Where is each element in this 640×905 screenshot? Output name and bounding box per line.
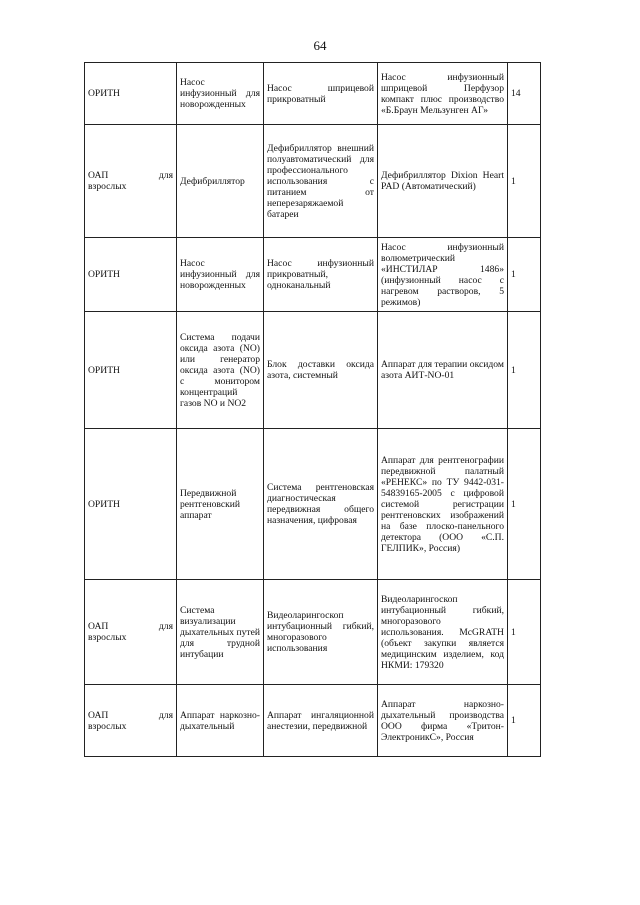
quantity-cell: 14 [508, 63, 541, 125]
table-row [85, 685, 541, 757]
page-number: 64 [313, 38, 327, 53]
dept-cell [85, 580, 177, 685]
dept-word: взрослых [88, 181, 127, 192]
table-row [85, 125, 541, 238]
dept-cell [85, 685, 177, 757]
dept-cell: ОРИТН [85, 429, 177, 580]
equipment-type-cell: Система подачи оксида азота (NO) или генератор оксида азота (NO) с монитором концентраций газов NO и NO2 [177, 312, 264, 429]
table-row [85, 238, 541, 312]
equipment-type-cell: Дефибриллятор [177, 125, 264, 238]
table-row [85, 580, 541, 685]
dept-word: взрослых [88, 720, 127, 732]
dept-word: взрослых [88, 632, 127, 643]
equipment-type-cell: Насос инфузионный для новорожденных [177, 63, 264, 125]
model-cell: Аппарат наркозно-дыхательный производства ООО фирма «Тритон-ЭлектроникС», Россия [378, 685, 508, 757]
quantity-cell: 1 [508, 429, 541, 580]
dept-word: ОАП [88, 621, 109, 632]
equipment-table [84, 62, 541, 757]
equipment-type-cell: Передвижной рентгеновский аппарат [177, 429, 264, 580]
dept-word: для [158, 621, 173, 632]
equipment-subtype-cell: Видеоларингоскоп интубационный гибкий, многоразового использования [264, 580, 378, 685]
table-row [85, 63, 541, 125]
model-cell: Видеоларингоскоп интубационный гибкий, многоразового использования. McGRATH (объект закупки является медицинским изделием, код НКМИ: 179320 [378, 580, 508, 685]
quantity-cell: 1 [508, 580, 541, 685]
model-cell: Аппарат для рентгенографии передвижной палатный «РЕНЕКС» по ТУ 9442-031-54839165-2005 с цифровой системой регистрации рентгеновских изображений на базе плоско-панельного детектора (ООО «С.П. ГЕЛПИК», Россия) [378, 429, 508, 580]
table-row [85, 312, 541, 429]
equipment-subtype-cell: Аппарат ингаляционной анестезии, передвижной [264, 685, 378, 757]
dept-word: для [158, 170, 173, 181]
equipment-subtype-cell: Дефибриллятор внешний полуавтоматический для профессионального использования с питанием от неперезаряжаемой батареи [264, 125, 378, 238]
equipment-type-cell: Система визуализации дыхательных путей для трудной интубации [177, 580, 264, 685]
dept-cell: ОРИТН [85, 238, 177, 312]
dept-cell: ОРИТН [85, 312, 177, 429]
equipment-subtype-cell: Блок доставки оксида азота, системный [264, 312, 378, 429]
equipment-type-cell: Аппарат наркозно-дыхательный [177, 685, 264, 757]
quantity-cell: 1 [508, 685, 541, 757]
dept-cell [85, 125, 177, 238]
equipment-subtype-cell: Система рентгеновская диагностическая передвижная общего назначения, цифровая [264, 429, 378, 580]
model-cell: Аппарат для терапии оксидом азота АИТ-NO-01 [378, 312, 508, 429]
table-row [85, 429, 541, 580]
dept-word: для [158, 709, 173, 721]
model-cell: Насос инфузионный волюметрический «ИНСТИЛАР 1486» (инфузионный насос с нагревом растворов, 5 режимов) [378, 238, 508, 312]
equipment-subtype-cell: Насос шприцевой прикроватный [264, 63, 378, 125]
dept-word: ОАП [88, 170, 109, 181]
equipment-subtype-cell: Насос инфузионный прикроватный, одноканальный [264, 238, 378, 312]
dept-cell: ОРИТН [85, 63, 177, 125]
quantity-cell: 1 [508, 312, 541, 429]
dept-word: ОАП [88, 709, 109, 721]
quantity-cell: 1 [508, 238, 541, 312]
quantity-cell: 1 [508, 125, 541, 238]
model-cell: Насос инфузионный шприцевой Перфузор компакт плюс производство «Б.Браун Мельзунген АГ» [378, 63, 508, 125]
equipment-type-cell: Насос инфузионный для новорожденных [177, 238, 264, 312]
model-cell: Дефибриллятор Dixion Heart PAD (Автоматический) [378, 125, 508, 238]
